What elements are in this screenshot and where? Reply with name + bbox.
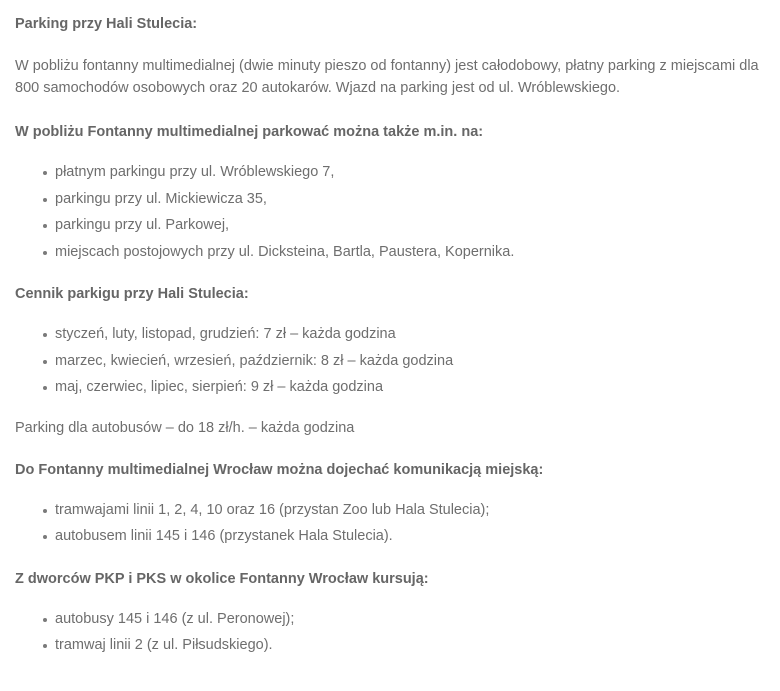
stations-heading: Z dworców PKP i PKS w okolice Fontanny Wrocław kursują: [15, 570, 429, 587]
transport-heading: Do Fontanny multimedialnej Wrocław można dojechać komunikacją miejską: [15, 461, 544, 478]
parking-description: W pobliżu fontanny multimedialnej (dwie minuty pieszo od fontanny) jest całodobowy, płatny parking z miejscami dla 800 samochodów osobowych oraz 20 autokarów. Wjazd na parking jest od ul. Wróblewskiego. [15, 58, 759, 96]
parking-heading: Parking przy Hali Stulecia: [15, 16, 198, 32]
list-item: parkingu przy ul. Parkowej, [55, 212, 765, 239]
list-item: miejscach postojowych przy ul. Dicksteina, Bartla, Paustera, Kopernika. [55, 239, 765, 266]
transport-list [15, 497, 765, 550]
list-item: autobusem linii 145 i 146 (przystanek Hala Stulecia). [55, 523, 765, 550]
bus-pricing-text: Parking dla autobusów – do 18 zł/h. – każda godzina [15, 419, 355, 436]
other-parking-heading: W pobliżu Fontanny multimedialnej parkować można także m.in. na: [15, 124, 484, 140]
list-item: styczeń, luty, listopad, grudzień: 7 zł – każda godzina [55, 321, 765, 348]
other-parking-list [15, 159, 765, 265]
pricing-heading: Cennik parkigu przy Hali Stulecia: [15, 286, 249, 302]
pricing-list [15, 321, 765, 401]
stations-list [15, 606, 765, 659]
list-item: maj, czerwiec, lipiec, sierpień: 9 zł – każda godzina [55, 374, 765, 401]
list-item: parkingu przy ul. Mickiewicza 35, [55, 186, 765, 213]
list-item: płatnym parkingu przy ul. Wróblewskiego 7, [55, 159, 765, 186]
list-item: autobusy 145 i 146 (z ul. Peronowej); [55, 606, 765, 633]
list-item: tramwajami linii 1, 2, 4, 10 oraz 16 (przystan Zoo lub Hala Stulecia); [55, 497, 765, 524]
list-item: tramwaj linii 2 (z ul. Piłsudskiego). [55, 632, 765, 659]
list-item: marzec, kwiecień, wrzesień, październik: 8 zł – każda godzina [55, 348, 765, 375]
